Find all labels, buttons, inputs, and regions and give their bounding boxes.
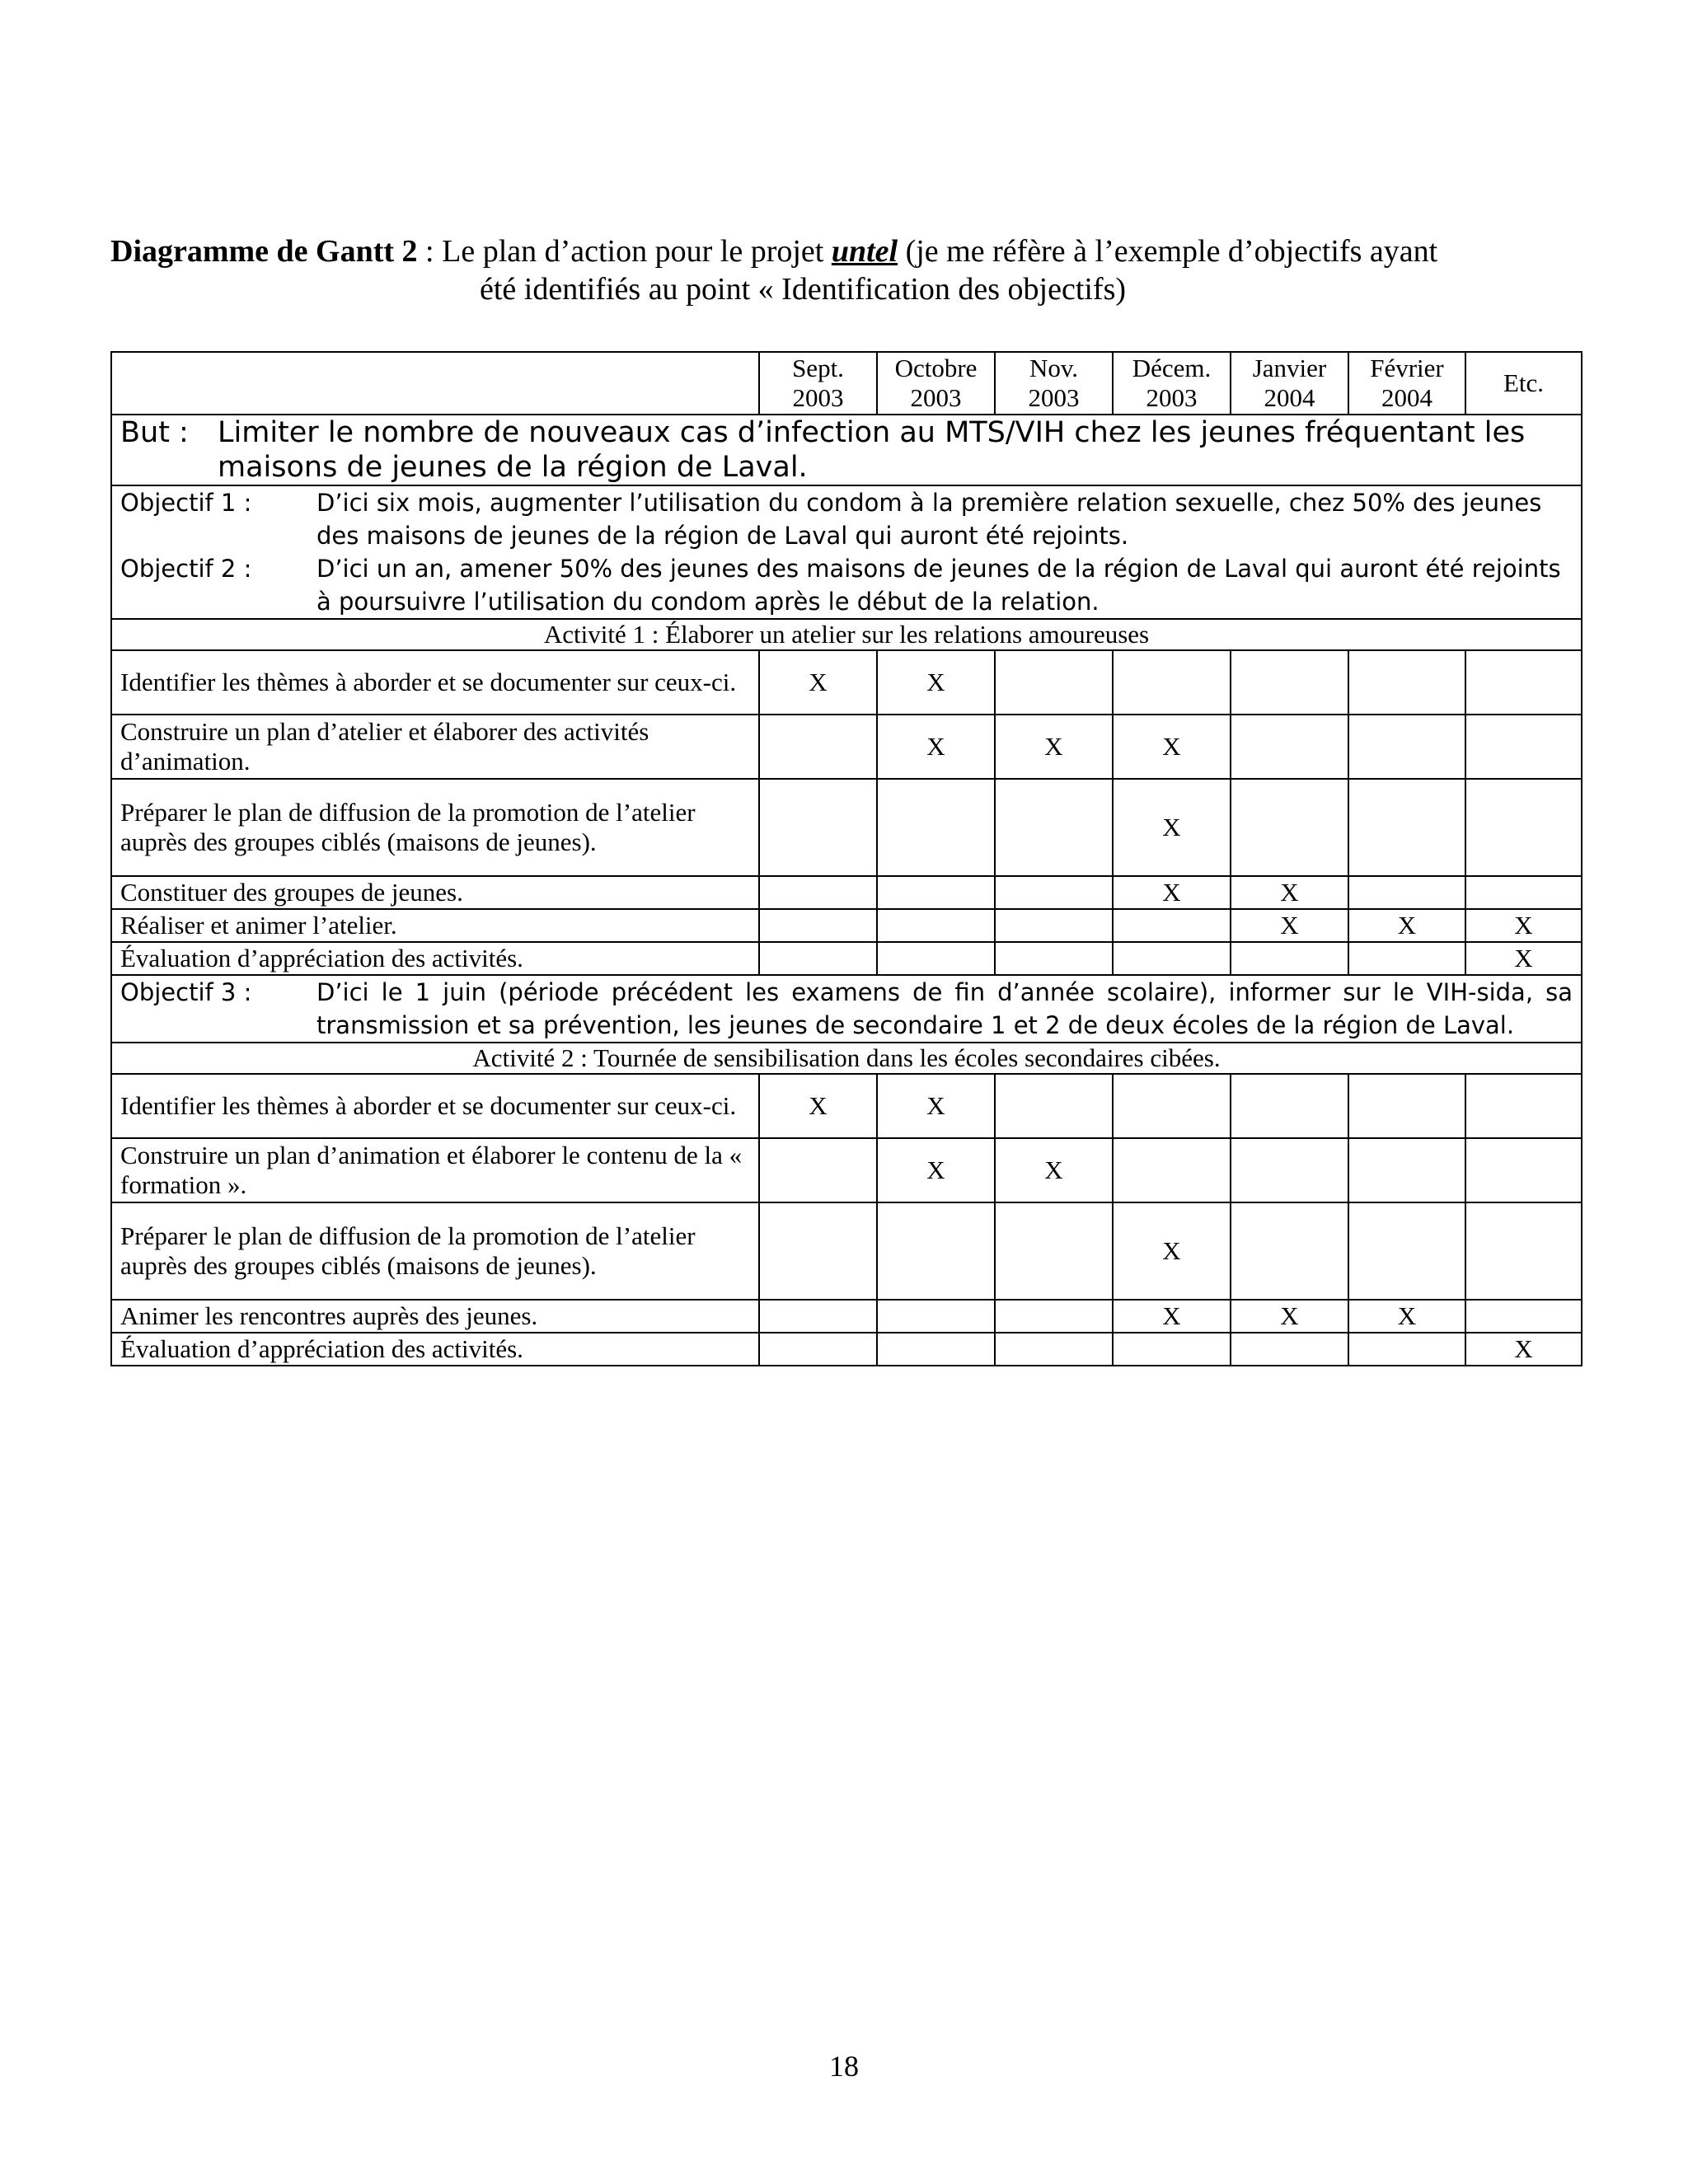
task-mark-empty: [1113, 909, 1231, 942]
task-mark-empty: [759, 942, 877, 975]
objective-1: [120, 486, 1573, 552]
task-mark-empty: [759, 876, 877, 909]
task-mark-empty: [877, 1300, 995, 1333]
goal-cell: [111, 415, 1582, 485]
task-mark-empty: [877, 1333, 995, 1366]
goal-label: But :: [120, 416, 189, 449]
task-label: Évaluation d’appréciation des activités.: [111, 1333, 759, 1366]
task-mark-empty: [995, 1202, 1113, 1300]
task-mark-x: X: [1348, 1300, 1465, 1333]
task-mark-x: X: [877, 715, 995, 779]
objective-3-cell: [111, 975, 1582, 1043]
task-mark-x: X: [1348, 909, 1465, 942]
task-mark-x: X: [1113, 1202, 1231, 1300]
task-mark-empty: [1231, 942, 1348, 975]
task-mark-empty: [1348, 779, 1465, 876]
task-label: Évaluation d’appréciation des activités.: [111, 942, 759, 975]
title-part1: Le plan d’action pour le projet: [442, 234, 832, 269]
activity-title: Activité 1 : Élaborer un atelier sur les relations amoureuses: [111, 619, 1582, 650]
objective-3-row: [111, 975, 1582, 1043]
task-mark-x: X: [759, 650, 877, 715]
task-row: [111, 876, 1582, 909]
header-row: [111, 352, 1582, 415]
task-label: Construire un plan d’atelier et élaborer des activités d’animation.: [111, 715, 759, 779]
task-mark-empty: [877, 779, 995, 876]
page-number: 18: [829, 2050, 859, 2083]
task-mark-empty: [1465, 1202, 1582, 1300]
task-mark-empty: [1231, 779, 1348, 876]
task-mark-empty: [759, 1138, 877, 1202]
task-mark-empty: [877, 1202, 995, 1300]
task-mark-empty: [995, 876, 1113, 909]
task-mark-empty: [759, 1300, 877, 1333]
task-mark-x: X: [1231, 909, 1348, 942]
objective-2: [120, 552, 1573, 618]
task-mark-empty: [759, 715, 877, 779]
task-mark-empty: [759, 1202, 877, 1300]
title-lead: Diagramme de Gantt 2: [110, 234, 418, 269]
task-row: [111, 942, 1582, 975]
task-mark-x: X: [995, 715, 1113, 779]
task-mark-empty: [995, 1300, 1113, 1333]
task-mark-empty: [1465, 876, 1582, 909]
task-mark-x: X: [1465, 1333, 1582, 1366]
task-mark-x: X: [1231, 876, 1348, 909]
objectives-1-2-row: [111, 485, 1582, 619]
task-mark-empty: [1465, 779, 1582, 876]
objective-3: [120, 976, 1573, 1042]
task-mark-empty: [877, 909, 995, 942]
header-blank-cell: [111, 352, 759, 415]
task-mark-empty: [995, 909, 1113, 942]
task-label: Constituer des groupes de jeunes.: [111, 876, 759, 909]
activity-title: Activité 2 : Tournée de sensibilisation dans les écoles secondaires cibées.: [111, 1043, 1582, 1074]
task-mark-x: X: [1231, 1300, 1348, 1333]
title-colon: :: [417, 234, 443, 269]
goal-text: Limiter le nombre de nouveaux cas d’infection au MTS/VIH chez les jeunes fréquentant les maisons de jeunes de la région de Laval.: [218, 416, 1526, 484]
task-mark-x: X: [1465, 909, 1582, 942]
task-mark-empty: [1231, 1202, 1348, 1300]
task-mark-empty: [759, 1333, 877, 1366]
month-cell: Janvier 2004: [1231, 352, 1348, 415]
task-mark-empty: [995, 1333, 1113, 1366]
task-mark-empty: [1231, 715, 1348, 779]
task-mark-empty: [995, 779, 1113, 876]
task-mark-empty: [1231, 1138, 1348, 1202]
task-label: Préparer le plan de diffusion de la promotion de l’atelier auprès des groupes ciblés (maisons de jeunes).: [111, 1202, 759, 1300]
task-row: [111, 779, 1582, 876]
objective-3-text: D’ici le 1 juin (période précédent les examens de fin d’année scolaire), informer sur le VIH-sida, sa transmission et sa prévention, les jeunes de secondaire 1 et 2 de deux écoles de la région de Laval.: [316, 978, 1573, 1039]
month-cell: Sept. 2003: [759, 352, 877, 415]
month-cell-etc: Etc.: [1465, 352, 1582, 415]
task-mark-empty: [1113, 1074, 1231, 1138]
goal-row: [111, 415, 1582, 485]
task-mark-x: X: [1113, 715, 1231, 779]
task-mark-empty: [1465, 715, 1582, 779]
task-row: [111, 1074, 1582, 1138]
task-mark-x: X: [877, 1074, 995, 1138]
gantt-table: [110, 351, 1582, 1366]
document-title: [110, 232, 1586, 308]
objectives-1-2-cell: [111, 485, 1582, 619]
task-mark-x: X: [995, 1138, 1113, 1202]
task-mark-empty: [1348, 1138, 1465, 1202]
task-mark-empty: [1465, 650, 1582, 715]
gantt-body: [111, 352, 1582, 1366]
task-mark-empty: [877, 942, 995, 975]
task-row: [111, 1202, 1582, 1300]
task-label: Préparer le plan de diffusion de la promotion de l’atelier auprès des groupes ciblés (maisons de jeunes).: [111, 779, 759, 876]
goal: [120, 415, 1573, 485]
activity-title-row: [111, 619, 1582, 650]
task-mark-empty: [1113, 1333, 1231, 1366]
task-mark-empty: [1465, 1074, 1582, 1138]
objective-3-label: Objectif 3 :: [120, 978, 252, 1006]
task-label: Identifier les thèmes à aborder et se documenter sur ceux-ci.: [111, 1074, 759, 1138]
objective-2-text: D’ici un an, amener 50% des jeunes des maisons de jeunes de la région de Laval qui auront été rejoints à poursuivre l’utilisation du condom après le début de la relation.: [316, 555, 1561, 616]
task-row: [111, 650, 1582, 715]
task-mark-empty: [1231, 1333, 1348, 1366]
task-mark-empty: [995, 942, 1113, 975]
activity-title-row: [111, 1043, 1582, 1074]
objective-2-label: Objectif 2 :: [120, 555, 252, 583]
task-mark-x: X: [877, 1138, 995, 1202]
task-mark-empty: [1465, 1300, 1582, 1333]
title-part2: (je me réfère à l’exemple d’objectifs ayant: [898, 234, 1438, 269]
task-mark-empty: [1465, 1138, 1582, 1202]
month-cell: Nov. 2003: [995, 352, 1113, 415]
task-mark-empty: [1231, 1074, 1348, 1138]
month-cell: Octobre 2003: [877, 352, 995, 415]
task-row: [111, 715, 1582, 779]
task-mark-empty: [1113, 1138, 1231, 1202]
task-mark-x: X: [759, 1074, 877, 1138]
task-mark-x: X: [1113, 1300, 1231, 1333]
task-row: [111, 1333, 1582, 1366]
task-mark-empty: [1348, 1202, 1465, 1300]
task-mark-empty: [1231, 650, 1348, 715]
task-mark-empty: [759, 779, 877, 876]
task-label: Construire un plan d’animation et élaborer le contenu de la « formation ».: [111, 1138, 759, 1202]
task-mark-empty: [877, 876, 995, 909]
task-row: [111, 1300, 1582, 1333]
task-row: [111, 1138, 1582, 1202]
task-label: Identifier les thèmes à aborder et se documenter sur ceux-ci.: [111, 650, 759, 715]
title-line2: été identifiés au point « Identification des objectifs): [480, 272, 1127, 307]
task-mark-x: X: [1113, 876, 1231, 909]
task-mark-empty: [759, 909, 877, 942]
task-mark-empty: [1348, 715, 1465, 779]
task-row: [111, 909, 1582, 942]
month-cell: Février 2004: [1348, 352, 1465, 415]
task-label: Animer les rencontres auprès des jeunes.: [111, 1300, 759, 1333]
task-mark-x: X: [1465, 942, 1582, 975]
objective-1-text: D’ici six mois, augmenter l’utilisation du condom à la première relation sexuelle, chez 50% des jeunes des maisons de jeunes de la région de Laval qui auront été rejoints.: [316, 489, 1542, 550]
task-mark-empty: [1348, 1333, 1465, 1366]
task-mark-empty: [1348, 942, 1465, 975]
task-mark-empty: [995, 1074, 1113, 1138]
task-label: Réaliser et animer l’atelier.: [111, 909, 759, 942]
month-cell: Décem. 2003: [1113, 352, 1231, 415]
task-mark-x: X: [877, 650, 995, 715]
task-mark-empty: [1348, 1074, 1465, 1138]
objective-1-label: Objectif 1 :: [120, 489, 252, 517]
task-mark-empty: [1348, 650, 1465, 715]
task-mark-empty: [1348, 876, 1465, 909]
task-mark-empty: [1113, 942, 1231, 975]
task-mark-empty: [1113, 650, 1231, 715]
task-mark-empty: [995, 650, 1113, 715]
task-mark-x: X: [1113, 779, 1231, 876]
title-project-name: untel: [831, 234, 898, 269]
